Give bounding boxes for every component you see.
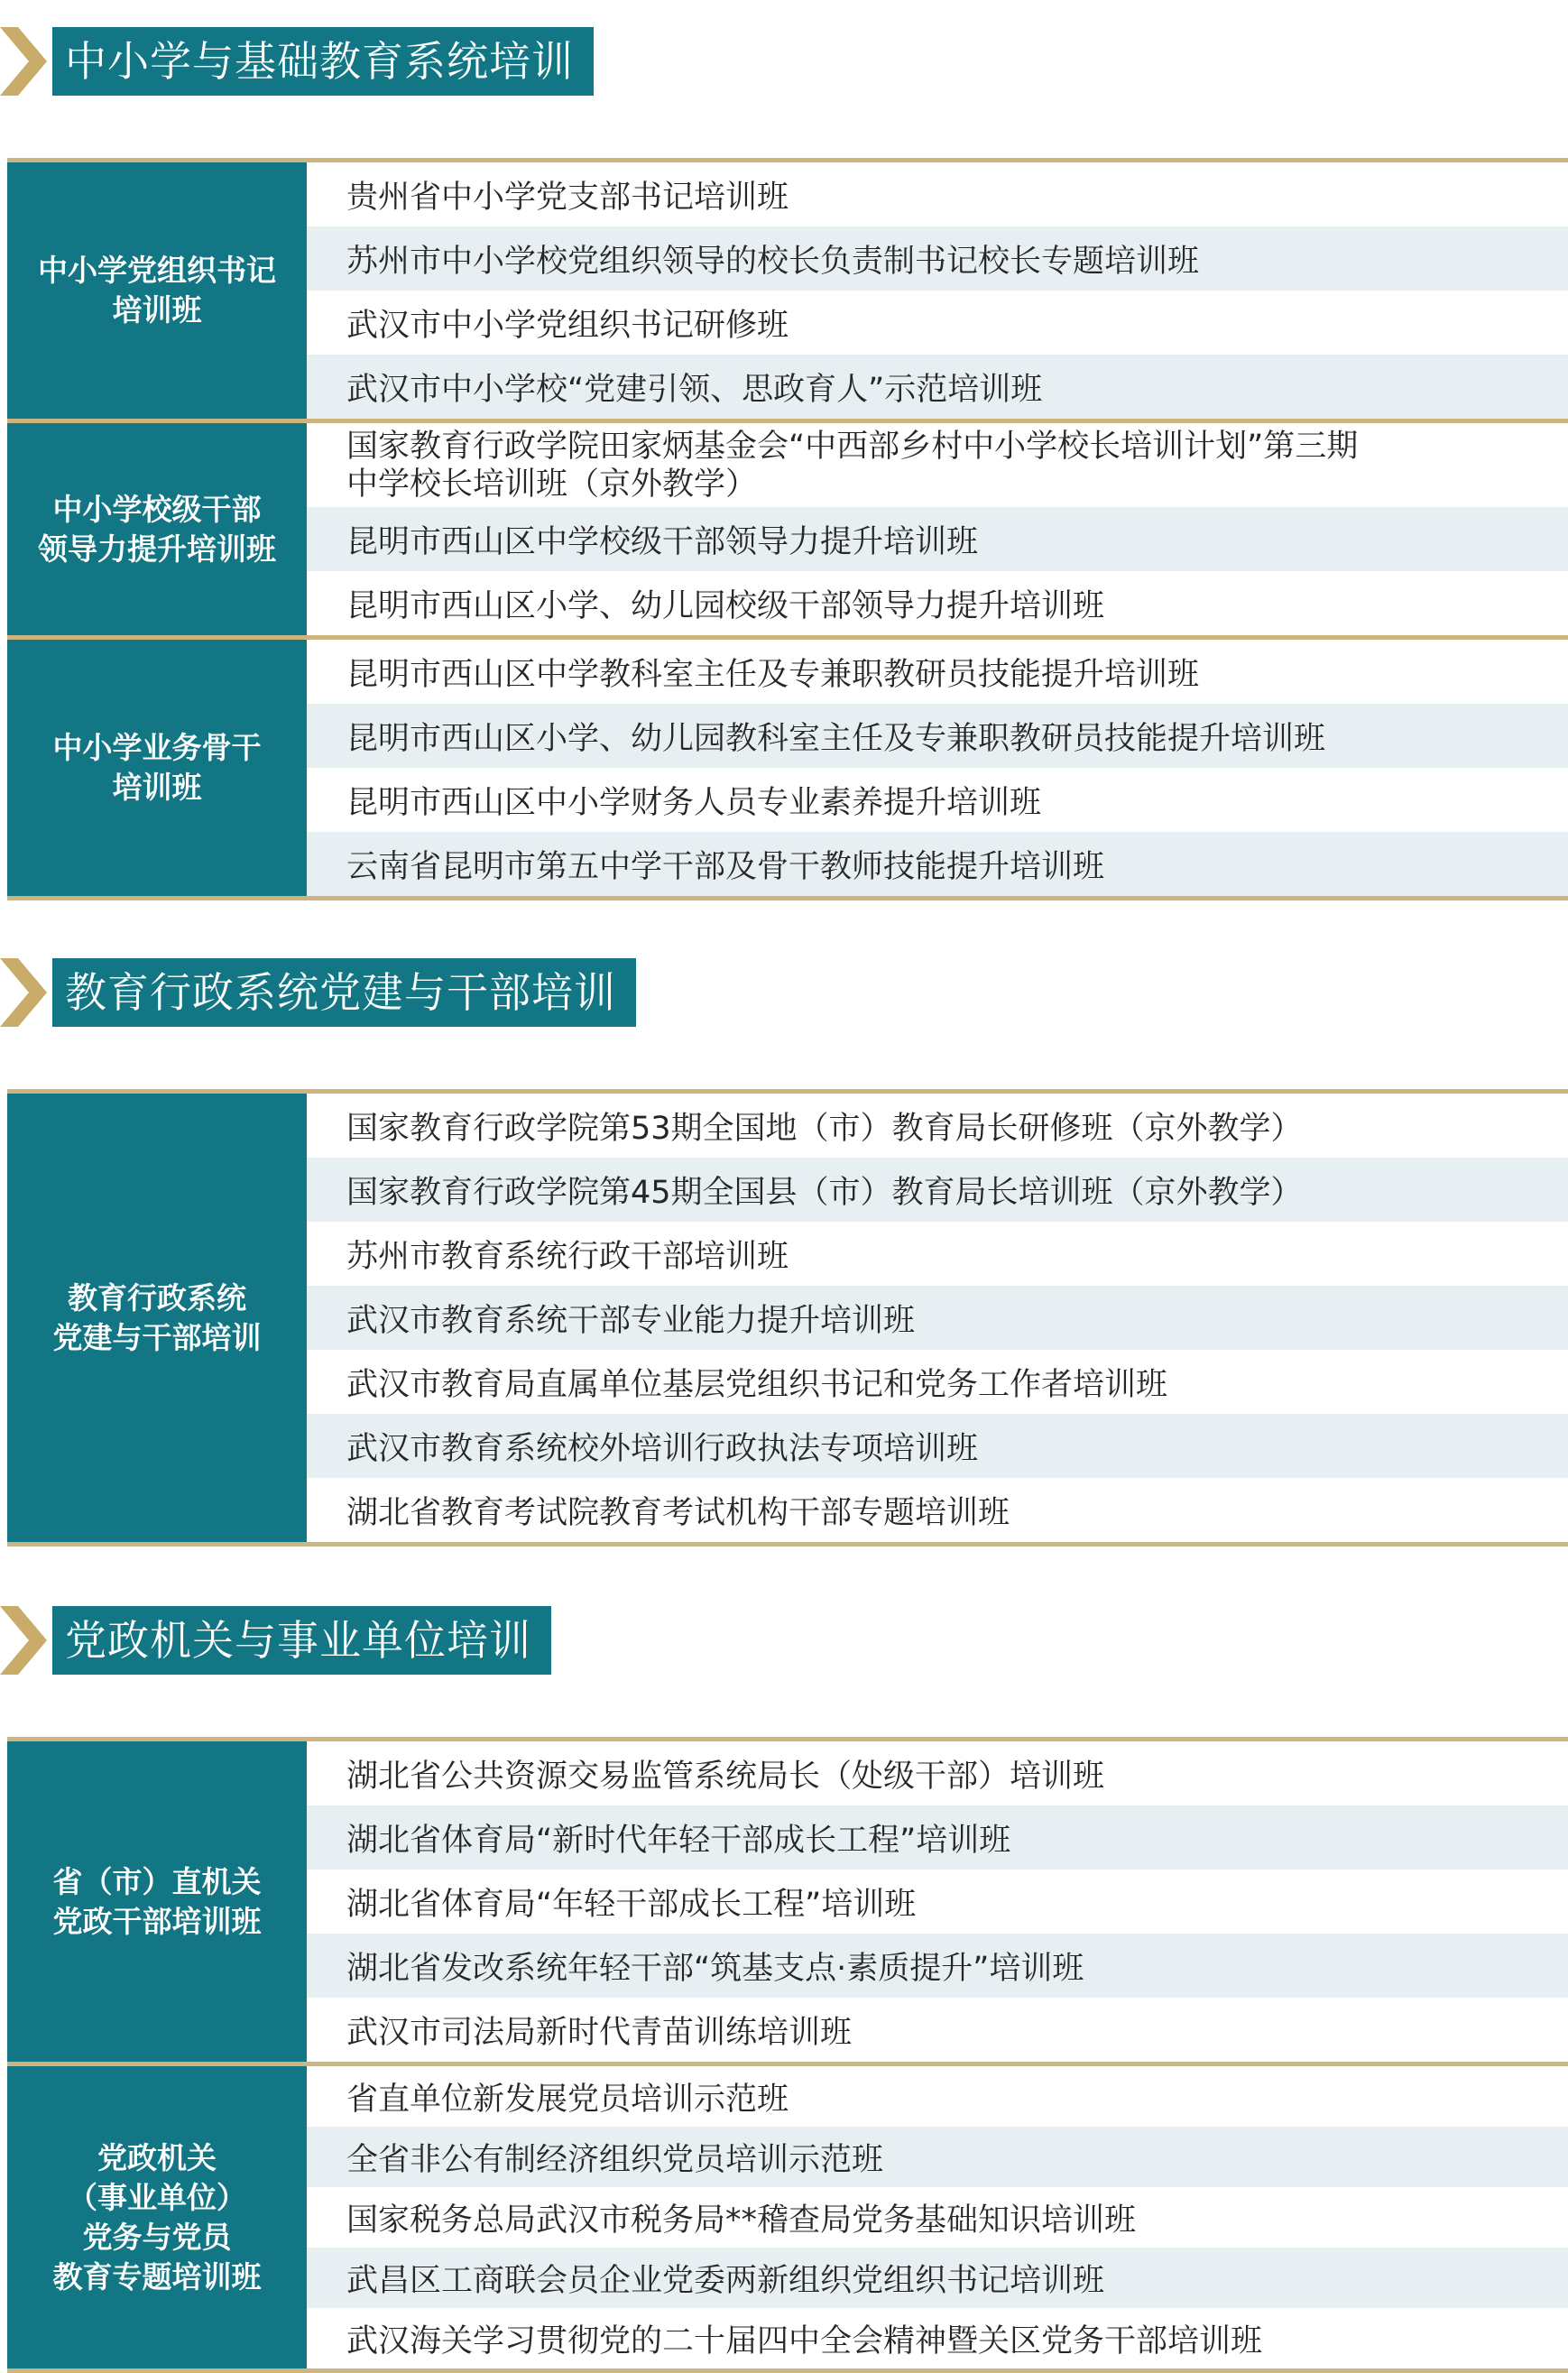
program-group — [7, 1094, 1568, 1547]
program-row: 武汉市教育局直属单位基层党组织书记和党务工作者培训班 — [346, 1366, 1168, 1403]
program-row: 湖北省发改系统年轻干部“筑基支点·素质提升”培训班 — [307, 1934, 1568, 1998]
program-row: 全省非公有制经济组织党员培训示范班 — [307, 2127, 1568, 2187]
program-row: 国家教育行政学院田家炳基金会“中西部乡村中小学校长培训计划”第三期 中学校长培训班（京外教学） — [346, 428, 1359, 503]
program-row: 武汉海关学习贯彻党的二十届四中全会精神暨关区党务干部培训班 — [346, 2322, 1263, 2359]
category-label: 党政机关 （事业单位） 党务与党员 教育专题培训班 — [7, 2066, 307, 2368]
program-table — [7, 1089, 1568, 1547]
program-row: 湖北省体育局“年轻干部成长工程”培训班 — [346, 1886, 917, 1923]
program-row: 云南省昆明市第五中学干部及骨干教师技能提升培训班 — [307, 832, 1568, 896]
section-header — [0, 27, 594, 96]
category-label: 教育行政系统 党建与干部培训 — [7, 1094, 307, 1542]
program-table — [7, 1737, 1568, 2373]
program-row: 苏州市中小学校党组织领导的校长负责制书记校长专题培训班 — [307, 226, 1568, 291]
program-row: 湖北省教育考试院教育考试机构干部专题培训班 — [346, 1494, 1010, 1531]
program-row: 国家教育行政学院第45期全国县（市）教育局长培训班（京外教学） — [307, 1158, 1568, 1222]
program-row: 武汉市中小学党组织书记研修班 — [346, 307, 789, 344]
category-label: 中小学校级干部 领导力提升培训班 — [7, 423, 307, 635]
program-row: 昆明市西山区小学、幼儿园校级干部领导力提升培训班 — [346, 587, 1105, 624]
program-row: 武汉市教育系统校外培训行政执法专项培训班 — [307, 1414, 1568, 1478]
program-row: 国家教育行政学院第53期全国地（市）教育局长研修班（京外教学） — [346, 1110, 1303, 1147]
program-row: 湖北省公共资源交易监管系统局长（处级干部）培训班 — [346, 1758, 1105, 1795]
program-row: 昆明市西山区中小学财务人员专业素养提升培训班 — [346, 784, 1042, 821]
program-row: 昆明市西山区中学校级干部领导力提升培训班 — [307, 507, 1568, 571]
program-group — [7, 640, 1568, 900]
section-header — [0, 1606, 551, 1675]
program-group — [7, 423, 1568, 640]
program-row: 贵州省中小学党支部书记培训班 — [346, 179, 789, 216]
chevron-right-icon — [0, 27, 52, 96]
category-label: 中小学党组织书记 培训班 — [7, 162, 307, 419]
program-row: 湖北省体育局“新时代年轻干部成长工程”培训班 — [307, 1805, 1568, 1870]
chevron-right-icon — [0, 958, 52, 1027]
program-row: 省直单位新发展党员培训示范班 — [346, 2081, 789, 2118]
chevron-right-icon — [0, 1606, 52, 1675]
program-row: 武汉市中小学校“党建引领、思政育人”示范培训班 — [307, 355, 1568, 419]
program-row: 昆明市西山区小学、幼儿园教科室主任及专兼职教研员技能提升培训班 — [307, 704, 1568, 768]
section-title: 中小学与基础教育系统培训 — [52, 27, 594, 96]
section-header — [0, 958, 636, 1027]
program-row: 苏州市教育系统行政干部培训班 — [346, 1238, 789, 1275]
section-title: 党政机关与事业单位培训 — [52, 1606, 551, 1675]
program-row: 昆明市西山区中学教科室主任及专兼职教研员技能提升培训班 — [346, 656, 1200, 693]
category-label: 省（市）直机关 党政干部培训班 — [7, 1741, 307, 2062]
section-title: 教育行政系统党建与干部培训 — [52, 958, 636, 1027]
program-row: 武汉市教育系统干部专业能力提升培训班 — [307, 1286, 1568, 1350]
program-group — [7, 1741, 1568, 2066]
program-row: 国家税务总局武汉市税务局**稽查局党务基础知识培训班 — [346, 2202, 1137, 2239]
category-label: 中小学业务骨干 培训班 — [7, 640, 307, 896]
program-row: 武汉市司法局新时代青苗训练培训班 — [346, 2014, 853, 2051]
program-table — [7, 158, 1568, 900]
program-group — [7, 162, 1568, 423]
program-group — [7, 2066, 1568, 2373]
program-row: 武昌区工商联会员企业党委两新组织党组织书记培训班 — [307, 2248, 1568, 2308]
